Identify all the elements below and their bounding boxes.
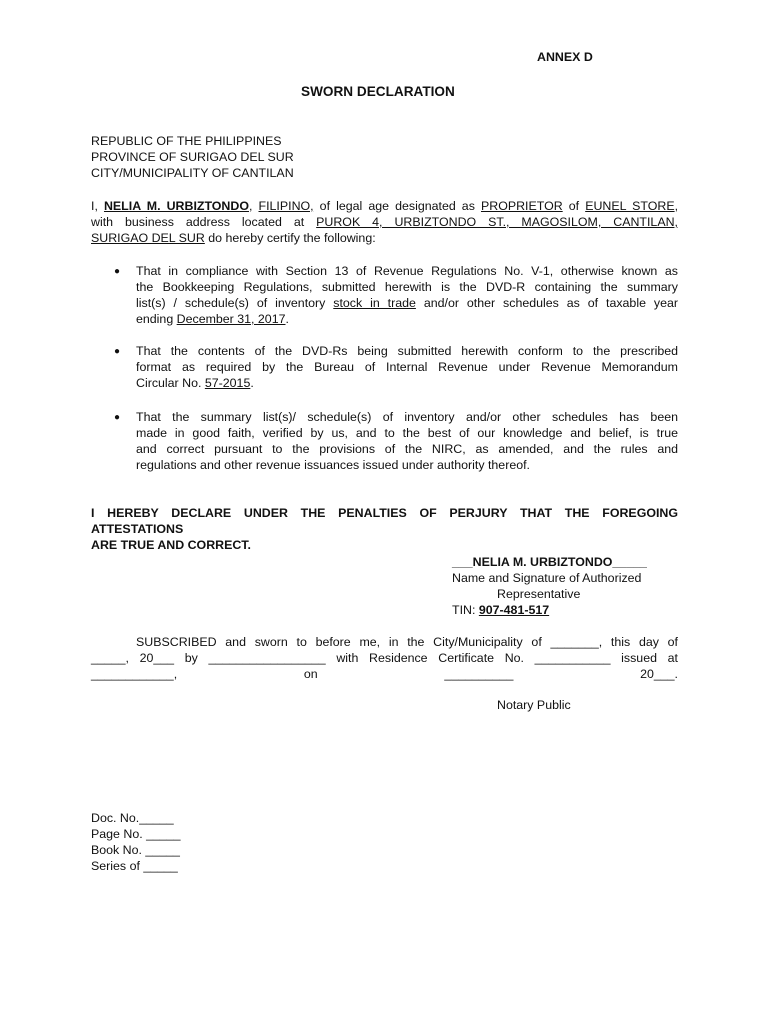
paragraph-line: and correct pursuant to the provisions of the NIRC, as amended, and the rules and bbox=[136, 442, 678, 456]
intro-text: with business address located at bbox=[91, 215, 317, 229]
paragraph-line: That the summary list(s)/ schedule(s) of inventory and/or other schedules has been bbox=[136, 410, 678, 424]
series: Series of _____ bbox=[91, 859, 178, 873]
bullet-paragraph bbox=[136, 343, 678, 391]
declarant-name: NELIA M. URBIZTONDO bbox=[103, 199, 249, 213]
paragraph-line bbox=[136, 375, 678, 391]
position: PROPRIETOR bbox=[480, 199, 563, 213]
doc-info bbox=[91, 810, 181, 874]
citizenship: FILIPINO, bbox=[258, 199, 314, 213]
intro-text: do hereby certify the following: bbox=[204, 231, 376, 245]
declaration-line: I HEREBY DECLARE UNDER THE PENALTIES OF PERJURY THAT THE FOREGOING ATTESTATIONS bbox=[91, 506, 678, 536]
declaration-line: ARE TRUE AND CORRECT. bbox=[91, 538, 251, 552]
intro-line-2 bbox=[91, 214, 678, 230]
text: list(s) / schedule(s) of inventory bbox=[136, 296, 334, 310]
business-address: PUROK 4, URBIZTONDO ST., MAGOSILOM, CANTILAN, bbox=[316, 215, 678, 229]
intro-text: of bbox=[562, 199, 586, 213]
tin-label: TIN: bbox=[452, 603, 479, 617]
jurat-line: _____, 20___ by _________________ with Residence Certificate No. ___________ issued at bbox=[91, 651, 678, 665]
doc-number: Doc. No._____ bbox=[91, 811, 174, 825]
annex-label: ANNEX D bbox=[537, 50, 593, 64]
venue bbox=[91, 133, 294, 181]
taxable-year-end: December 31, 2017 bbox=[176, 312, 286, 326]
business-name: EUNEL STORE bbox=[585, 199, 675, 213]
paragraph-line: format as required by the Bureau of Internal Revenue under Revenue Memorandum bbox=[136, 360, 678, 374]
signature-block bbox=[452, 554, 647, 618]
page-title: SWORN DECLARATION bbox=[301, 84, 455, 99]
notary-jurat bbox=[91, 634, 678, 682]
text: . bbox=[250, 376, 254, 390]
venue-line: PROVINCE OF SURIGAO DEL SUR bbox=[91, 150, 294, 164]
paragraph-line: That in compliance with Section 13 of Revenue Regulations No. V-1, otherwise known as bbox=[136, 264, 678, 278]
intro-line-1 bbox=[91, 198, 678, 214]
circular-number: 57-2015 bbox=[204, 376, 251, 390]
text: ending bbox=[136, 312, 177, 326]
book-number: Book No. _____ bbox=[91, 843, 180, 857]
intro-text: , bbox=[248, 199, 259, 213]
tin-value: 907-481-517 bbox=[478, 603, 550, 617]
signature-label: Representative bbox=[497, 587, 581, 601]
text: and/or other schedules as of taxable year bbox=[415, 296, 678, 310]
intro-text: , bbox=[674, 199, 679, 213]
inventory-type: stock in trade bbox=[333, 296, 416, 310]
tin-line bbox=[452, 602, 647, 618]
paragraph-line bbox=[136, 295, 678, 311]
paragraph-line: That the contents of the DVD-Rs being submitted herewith conform to the prescribed bbox=[136, 344, 678, 358]
bullet-paragraph bbox=[136, 263, 678, 327]
business-address: SURIGAO DEL SUR bbox=[91, 231, 205, 245]
intro-text: of legal age designated as bbox=[313, 199, 481, 213]
bullet-icon: ● bbox=[114, 266, 121, 277]
jurat-line: SUBSCRIBED and sworn to before me, in the City/Municipality of _______, this day of bbox=[136, 635, 678, 649]
bullet-paragraph bbox=[136, 409, 678, 473]
venue-line: REPUBLIC OF THE PHILIPPINES bbox=[91, 134, 282, 148]
bullet-icon: ● bbox=[114, 412, 121, 423]
text: . bbox=[285, 312, 289, 326]
signature-label: Name and Signature of Authorized bbox=[452, 571, 642, 585]
intro-line-3 bbox=[91, 230, 678, 246]
text: Circular No. bbox=[136, 376, 205, 390]
bullet-icon: ● bbox=[114, 346, 121, 357]
intro-paragraph bbox=[91, 198, 678, 246]
paragraph-line: the Bookkeeping Regulations, submitted herewith is the DVD-R containing the summary bbox=[136, 280, 678, 294]
paragraph-line: regulations and other revenue issuances issued under authority thereof. bbox=[136, 458, 530, 472]
venue-line: CITY/MUNICIPALITY OF CANTILAN bbox=[91, 166, 294, 180]
notary-public-label: Notary Public bbox=[497, 698, 571, 712]
signature-name: ___NELIA M. URBIZTONDO_____ bbox=[452, 555, 647, 569]
jurat-line: ____________, on __________ 20___. bbox=[91, 667, 678, 681]
paragraph-line bbox=[136, 311, 678, 327]
page-number: Page No. _____ bbox=[91, 827, 181, 841]
paragraph-line: made in good faith, verified by us, and to the best of our knowledge and belief, is true bbox=[136, 426, 678, 440]
perjury-declaration bbox=[91, 505, 678, 553]
intro-text: I, bbox=[91, 199, 104, 213]
